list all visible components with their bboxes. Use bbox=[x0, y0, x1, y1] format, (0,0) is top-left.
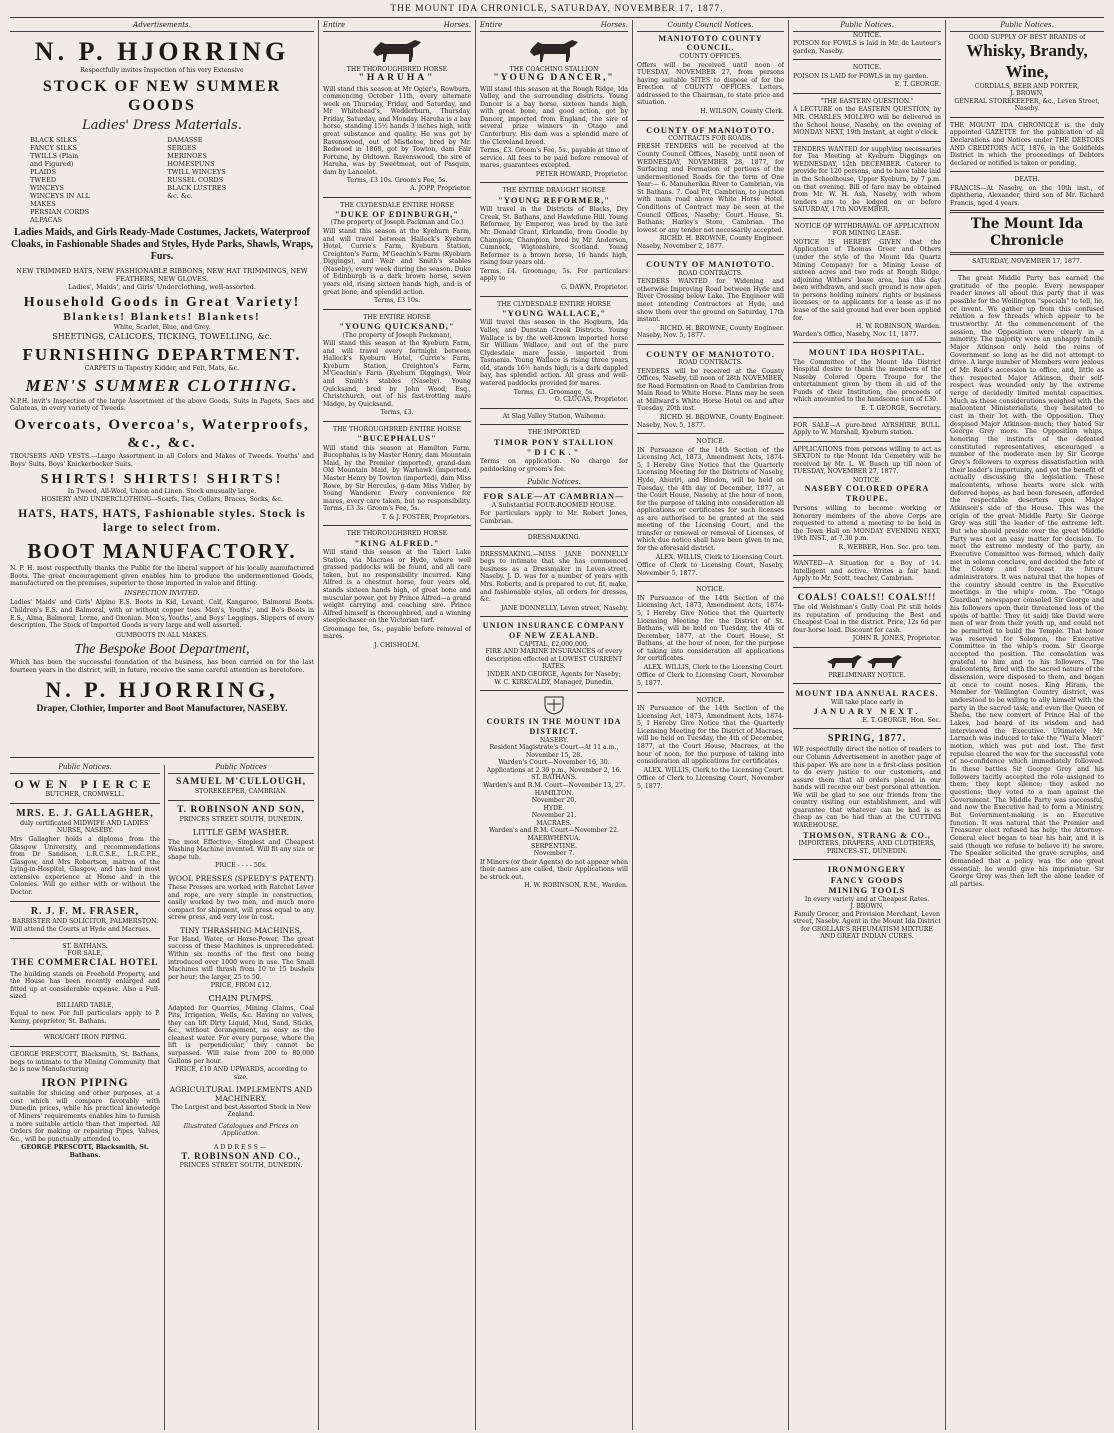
advertiser-trade: Draper, Clothier, Importer and Boot Manufacturer, NASEBY. bbox=[36, 704, 288, 715]
pony-name: "DICK." bbox=[526, 447, 582, 458]
for-sale-heading: FOR SALE, bbox=[67, 950, 103, 958]
contracts-signature: RICHD. H. BROWNE, County Engineer. bbox=[659, 235, 784, 243]
courts-signature: H. W. ROBINSON, R.M., Warden. bbox=[524, 882, 628, 890]
road2-date: Naseby, Nov. 5, 1877. bbox=[637, 421, 705, 429]
supply-line: GOOD SUPPLY OF BEST BRANDS of bbox=[968, 33, 1086, 41]
hospital-text: The Committee of the Mount Ida District Hospital desire to thank the members of the Naseby Colored Opera Troupe for the entertainment given by them in aid of the Funds of their Institution, the proceeds of which amounted to the handsome sum of £30. bbox=[793, 358, 941, 404]
wallace-terms: Terms, £3. Groomage, 5s. bbox=[513, 388, 595, 396]
list-item: MAERWHENUA. bbox=[527, 834, 581, 842]
poison-notice-2: POISON IS LAID for FOWLS in my garden. bbox=[793, 72, 929, 80]
washer-text: The most Effective, Simplest and Cheapest Washing Machine invented. Will fit any size or shape tub. bbox=[168, 838, 314, 861]
page-masthead: THE MOUNT IDA CHRONICLE, SATURDAY, NOVEMBER 17, 1877. bbox=[10, 4, 1104, 18]
reformer-title: "YOUNG REFORMER," bbox=[498, 194, 610, 205]
fraser-text: Will attend the Courts at Hyde and Macraes. bbox=[10, 926, 151, 934]
chain-price: PRICE, £10 AND UPWARDS, according to size. bbox=[175, 1066, 307, 1081]
ladies-heading: Ladies' Dress Materials. bbox=[82, 117, 242, 133]
prescott-signature: GEORGE PRESCOTT, Blacksmith, St. Bathans. bbox=[21, 1144, 149, 1159]
wrought-iron-heading: WROUGHT IRON PIPING. bbox=[43, 1034, 127, 1042]
thomson-name: THOMSON, STRANG & CO., bbox=[803, 830, 931, 840]
column-rule bbox=[632, 20, 633, 1430]
licensing2-office: Office of Clerk to Licensing Court, November 5, 1877. bbox=[637, 672, 784, 688]
poison-notice-1: POISON for FOWLS is laid in Mr. de Lautour's garden, Naseby. bbox=[793, 40, 941, 55]
tenders-text: TENDERS WANTED for supplying necessaries for Tea Meeting at Kyeburn Diggings on WEDNESDAY, 12th DECEMBER. Caterer to provide for 120 persons, and to have table laid in the Schoolhouse, Upper Kyeburn, by 7 p.m. on that evening. Bill of fare may be obtained from Mr. W. H. Ash, Naseby, with whom tenders are to be lodged on or before SATURDAY, 17th NOVEMBER. bbox=[793, 145, 941, 214]
gallagher-sub: duly certificated MIDWIFE AND LADIES' NURSE, NASEBY. bbox=[20, 819, 150, 835]
fraser-sub: BARRISTER AND SOLICITOR, PALMERSTON. bbox=[11, 917, 159, 925]
reformer-head: THE ENTIRE DRAUGHT HORSE bbox=[502, 187, 606, 195]
courts-heading: COURTS IN THE MOUNT IDA DISTRICT. bbox=[486, 717, 622, 736]
contracts-date: Naseby, November 2, 1877. bbox=[637, 242, 724, 250]
editorial-column bbox=[950, 20, 1104, 1430]
tiny-price: PRICE, FROM £12. bbox=[210, 982, 272, 990]
owen-pierce-sub: BUTCHER, CROMWELL. bbox=[45, 791, 125, 799]
section-header: Public Notices. bbox=[793, 20, 941, 32]
bucephalus-head: THE THOROUGHBRED ENTIRE HORSE bbox=[332, 425, 462, 433]
hats-heading: HATS, HATS, HATS, Fashionable styles. Stock is large to select from. bbox=[18, 507, 306, 534]
gumboots-line: GUMBOOTS IN ALL MAKES. bbox=[115, 631, 209, 639]
cambrian-heading: FOR SALE—AT CAMBRIAN— bbox=[483, 491, 625, 502]
newspaper-title: The Mount Ida Chronicle bbox=[970, 216, 1084, 249]
section-header-left: Entire bbox=[323, 21, 346, 29]
hats-line: NEW TRIMMED HATS, NEW FASHIONABLE RIBBONS, NEW HAT TRIMMINGS, NEW FEATHERS, NEW GLOVES. bbox=[16, 266, 308, 283]
dancer-text: Will stand this season at the Rough Ridge, Ida Valley, and the surrounding districts. Young Dancer is a bay horse, sixteen hands high, with great bone, and good action, got by Dancer, imported from England, the sire of several prize winners in Otago and Canterbury. His dam was a splendid mare of the Cleveland breed. bbox=[480, 85, 628, 146]
household-heading: Household Goods in Great Variety! bbox=[23, 294, 301, 310]
gallagher-text: Mrs Gallagher holds a diploma from the Glasgow University, and recommendations from Dr Sandison, L.R.C.S.E., L.R.C.P.E., Glasgow, and Mrs Robertson, matron of the Lying-in-Hospital, Glasgow, and has had most extensive experience at Home and in the Colonies. Will go either with or without the Doctor. bbox=[10, 836, 160, 896]
advert-subtitle: Respectfully invites Inspection of his very Extensive bbox=[80, 67, 244, 75]
king-alfred-text: Will stand this season at the Taieri Lake Station, via Macraes or Hyde, where well grassed paddocks will be found, and all care taken, but no responsibility incurred. King Alfred is a chestnut horse, four years old, stands sixteen hands high, of great bone and muscular power, got by Prince Alfred—a grand weight carrying and coaching sire. Prince Alfred himself is thoroughbred, and a winning steeplechaser on the Victorian turf. bbox=[323, 549, 471, 625]
entire-horses-column-2 bbox=[480, 20, 628, 1430]
list-item: HAMILTON. bbox=[534, 789, 574, 797]
underclothing-line: Ladies', Maids', and Girls' Underclothing, well-assorted. bbox=[68, 282, 256, 291]
section-header: County Council Notices. bbox=[637, 20, 784, 32]
races-heading: MOUNT IDA ANNUAL RACES. bbox=[795, 688, 939, 699]
section-rule bbox=[10, 757, 314, 758]
hjorring-advertisement bbox=[10, 20, 314, 765]
ironmongery-heading: IRONMONGERY bbox=[827, 864, 907, 875]
coals-heading: COALS! COALS!! COALS!!! bbox=[797, 592, 937, 603]
withdrawal-heading: NOTICE OF WITHDRAWAL OF APPLICATION FOR MINING LEASE. bbox=[794, 222, 940, 238]
licensing-text: IN Pursuance of the 14th Section of the Licensing Act, 1873, Amendment Acts, 1874-5, I Hereby Give Notice that the Quarterly Licensing Meeting for the Districts of Naseby, Hyde, Ahuriri, and Hindon, will be held on Tuesday, the 4th day of December, 1877, at the Court House, Naseby, at the hour of noon, for the purpose of taking into consideration all applications or certificates for such licenses as are authorised to be granted at the said meeting of the Licensing Court, and the transfer or renewal or removal of Licenses, of which due notice shall have been given to me, for the aforesaid district. bbox=[637, 446, 784, 553]
haruha-text: Will stand this season at Mr Ogier's, Rowburn, commencing October 11th, every alternate week on Thursday, Friday, and Saturday, and Mr Whitehead's, Wedderburn, Thursday, Friday, Saturday, and Monday. Haruha is a bay horse, standing 15½ hands 3 inches high, with great substance and quality. He was got by Ravenswood, out of Mistletoe, bred by Mr. Redwood in 1868, got by Towton, dam Fair Fortune, by Oldtown. Ravenswood, the sire of Haruha, was by Sweetmeat, out of Pasquin, dam by Lancelot. bbox=[323, 85, 471, 176]
races-when: JANUARY NEXT. bbox=[813, 706, 921, 717]
entire-horses-column-1 bbox=[323, 20, 471, 1430]
duke-terms: Terms, £3 10s. bbox=[373, 297, 421, 305]
hospital-signature: E. T. GEORGE, Secretary. bbox=[861, 404, 941, 412]
chronicle-notice: THE MOUNT IDA CHRONICLE is the duly appointed GAZETTE for the publication of all Declarations and Notices under THE DEBTORS AND CREDITORS ACT, 1876, in the Goldfields District in which the proceedings of Debtors declared or notified is taken or pending. bbox=[950, 121, 1104, 167]
mens-heading: MEN'S SUMMER CLOTHING. bbox=[25, 375, 299, 395]
spring-text: WE respectfully direct the notice of readers to our Column Advertisement in another page of this paper. We are now in a first-class position to do every justice to our customers, and assure them that all orders placed in our hands will receive our best personal attention. We will be glad to see our friends from the country visiting our establishment, and will guarantee that whatever can be had is as cheap as can be had than at the CUTTING WAREHOUSE. bbox=[793, 746, 941, 830]
licensing-signature: ALEX. WILLIS, Clerk to Licensing Court. bbox=[655, 553, 784, 561]
trousers-text: TROUSERS AND VESTS.—Large Assortment in all Colors and Makes of Tweeds. Youths' and Boys' Suits. Boys' Knickerbocker Suits. bbox=[10, 453, 314, 468]
agri-heading: AGRICULTURAL IMPLEMENTS AND MACHINERY. bbox=[169, 1085, 313, 1104]
brown-text: Family Grocer, and Provision Merchant, Leven street, Naseby. Agent in the Mount Ida District for GROLLAR'S RHEUMATISM MIXTURE AND GREAT INDIAN CURES. bbox=[793, 910, 941, 941]
blankets-sub: White, Scarlet, Blue, and Grey. bbox=[113, 324, 211, 332]
public-notices-robinson bbox=[168, 762, 314, 1427]
poison-signature: E. T. GEORGE. bbox=[894, 81, 941, 89]
death-text: FRANCIS—At Naseby, on the 10th inst., of diphtheria, Alexander, third son of Mr. Richard Francis, aged 4 years. bbox=[950, 184, 1104, 207]
king-alfred-title: "KING ALFRED." bbox=[354, 537, 440, 548]
hotel-end: Equal to new. For full particulars apply to P. Kenny, proprietor, St. Bathans. bbox=[10, 1010, 160, 1025]
iron-piping-heading: IRON PIPING bbox=[41, 1074, 129, 1089]
washer-price: PRICE - - - - 50s. bbox=[215, 862, 267, 870]
boot-text: N. P. H. most respectfully thanks the Public for the liberal support of his locally manufactured Boots. The great encouragement given enables him to produce the undermentioned Goods, manufactured on the premises, superior to those imported in value and fitting. bbox=[10, 565, 314, 588]
list-item: November 7. bbox=[533, 850, 575, 858]
materials-list-right bbox=[167, 136, 294, 224]
list-item: FANCY SILKS bbox=[30, 143, 77, 152]
duke-owner: (The property of Joseph Packman and Co.) bbox=[330, 219, 464, 227]
shirts-heading: SHIRTS! SHIRTS! SHIRTS! bbox=[40, 472, 284, 488]
public-notices-left bbox=[10, 762, 160, 1427]
list-item: DAMASSE bbox=[167, 135, 203, 144]
list-item: November 20. bbox=[531, 797, 577, 805]
advertiser-signature: N. P. HJORRING, bbox=[45, 677, 279, 703]
wallace-signature: O. CLUCAS, Proprietor. bbox=[554, 396, 628, 404]
road2-text: TENDERS will be received at the County Offices, Naseby, till noon of 28th NOVEMBER, for Road Formation on Road to Cambrian from Main Road to White Horse. Plans may be seen at Millward's White Horse Hotel on and after Tuesday, 20th inst. bbox=[637, 367, 784, 413]
sexton-notice: APPLICATIONS from persons willing to act as SEXTON to the Mount Ida Cemetery will be received by Mr. L. W. Busch up till noon of TUESDAY, NOVEMBER 27, 1877. bbox=[793, 445, 941, 476]
king-alfred-head: THE THOROUGHBRED HORSE bbox=[346, 530, 448, 538]
address-label: ADDRESS— bbox=[213, 1143, 269, 1151]
ironmongery-text: In every variety and at Cheapest Rates. bbox=[804, 895, 930, 903]
union-manager: W. C. KIRKCALDY, Manager, Dunedin. bbox=[494, 678, 614, 686]
union-fire: FIRE AND MARINE INSURANCES of every description effected at LOWEST CURRENT RATES. bbox=[485, 648, 623, 671]
fancy-goods-heading: FANCY GOODS bbox=[830, 874, 904, 885]
withdrawal-signature: H. W. ROBINSON, Warden. bbox=[856, 323, 941, 331]
column-rule bbox=[945, 20, 946, 1430]
hosiery-line: HOSIERY AND UNDERCLOTHING—Scarfs, Ties, Collars, Braces, Socks, &c. bbox=[41, 496, 283, 504]
hospital-heading: MOUNT IDA HOSPITAL. bbox=[808, 347, 926, 358]
horse-race-illustration bbox=[822, 652, 912, 670]
duke-title: "DUKE OF EDINBURGH," bbox=[334, 209, 460, 220]
bespoke-heading: The Bespoke Boot Department, bbox=[74, 642, 250, 658]
bucephalus-text: Will stand this season at Hamilton Farm. Bucephalus is by Master Henry, dam Mountain Maid, by the Premier (imported), grand-dam Old Mountain Maid, by Warhawk (imported). Master Henry by Towton (imported), dam Miss Rowe, by Sir Hercules, g-dam Miss Vidler, by Young Wanderer. Every convenience for mares, every care taken, but no responsibility. Terms, £3 3s. Groom's Fee, 5s. bbox=[323, 444, 471, 513]
notice-heading: NOTICE. bbox=[696, 438, 725, 446]
licensing2-signature: ALEX. WILLIS, Clerk to the Licensing Court. bbox=[643, 663, 784, 671]
list-item: RUSSEL CORDS bbox=[167, 175, 224, 184]
mccullough-name: SAMUEL M'CULLOUGH, bbox=[176, 776, 306, 787]
cambrian-text: For particulars apply to Mr. Robert Jones, Cambrian. bbox=[480, 510, 628, 525]
list-item: ALPACAS bbox=[30, 216, 63, 225]
chain-text: Adapted for Quarries, Mining Claims, Coal Pits, Irrigation, Wells, &c. Having no valves, they can lift Dirty Liquid, Mud, Sand, Sticks, &c., without derangement, as easy as the cleanest water. For every purpose, where the lift is perpendicular, they cannot be surpassed. Will raise from 200 to 80,000 Gallons per hour. bbox=[168, 1004, 314, 1065]
eastern-heading: "THE EASTERN QUESTION." bbox=[820, 97, 914, 105]
opera-heading: NASEBY COLORED OPERA TROUPE. bbox=[804, 484, 930, 504]
list-item: Warden's and R.M. Court—November 22. bbox=[488, 827, 620, 835]
donnelly-text: DRESSMAKING.—MISS JANE DONNELLY begs to intimate that she has commenced business as a Dressmaker in Leven-street, Naseby. J. D. was for a number of years with Mrs. Roberts, and is prepared to cut, fit, make, and fashionable styles, all orders for dresses, &c. bbox=[480, 550, 628, 604]
list-item: TWILL WINCEYS bbox=[167, 167, 226, 176]
hotel-text: The building stands on Freehold Property, and the House has been recently enlarged and fitted up at considerable expense. Also a Full-sized bbox=[10, 970, 160, 1001]
wanted-notice: WANTED—A Situation for a Boy of 14. Intelligent and active. Writes a fair hand. Apply to Mr. Scott, teacher, Cambrian. bbox=[793, 560, 941, 583]
list-item: SERPENTINE. bbox=[531, 842, 577, 850]
mcc-signature: H. WILSON, County Clerk. bbox=[700, 107, 784, 115]
list-item: BLACK LUSTRES bbox=[167, 183, 227, 192]
licensing3-signature: ALEX. WILLIS, Clerk to the Licensing Court. bbox=[643, 766, 784, 774]
notice-heading-2: NOTICE. bbox=[852, 64, 882, 72]
list-item: MACRAES. bbox=[536, 819, 572, 827]
opera-signature: R. WEBBER, Hon. Sec. pro. tem. bbox=[838, 543, 941, 551]
list-item: Resident Magistrate's Court—At 11 a.m., November 15, 28. bbox=[489, 744, 619, 759]
materials-list-left bbox=[30, 136, 157, 224]
haruha-signature: A. JOPP, Proprietor. bbox=[410, 184, 471, 192]
mens-text: N.P.H. invit's Inspection of the large Assortment of the above Goods. Suits in Pagets, Sacs and Galateas, in every variety of Tweeds. bbox=[10, 397, 314, 413]
section-header: Public Notices bbox=[168, 762, 314, 774]
list-item: SERGES bbox=[167, 143, 197, 152]
tiny-heading: TINY THRASHING MACHINES, bbox=[180, 925, 302, 935]
notice-heading: NOTICE. bbox=[852, 31, 882, 39]
road-heading: ROAD CONTRACTS. bbox=[678, 269, 743, 277]
address-name: T. ROBINSON AND CO., bbox=[181, 1151, 301, 1162]
king-alfred-signature: J. CHISHOLM. bbox=[374, 641, 420, 649]
blankets-heading: Blankets! Blankets! Blankets! bbox=[63, 310, 261, 323]
list-item: WINCEYS IN ALL MAKES bbox=[30, 191, 90, 208]
column-rule bbox=[788, 20, 789, 1430]
coals-text: The old Welshman's Gully Coal Pit still holds its reputation of producing the Best and Cheapest Coal in the district. Price, 12s 6d per four-horse load. Discount for cash. bbox=[793, 603, 941, 634]
list-item: Warden's and R.M. Court—November 13, 27. bbox=[483, 782, 625, 789]
prelim-heading: PRELIMINARY NOTICE. bbox=[828, 671, 906, 679]
list-item: &c. &c. bbox=[167, 191, 193, 200]
dancer-signature: PETER HOWARD, Proprietor. bbox=[535, 170, 628, 178]
pony-terms: Terms on application. No charge for paddocking or groom's fee. bbox=[480, 458, 628, 474]
list-item: Applications at 2.30 p.m., November 2, 16. bbox=[486, 766, 622, 774]
list-item: HYDE. bbox=[543, 804, 565, 812]
section-header-left: Entire bbox=[480, 21, 503, 29]
list-item: ST. BATHANS. bbox=[531, 774, 577, 782]
list-item: PERSIAN CORDS bbox=[30, 207, 90, 216]
mcc-offices: COUNTY OFFICES. bbox=[679, 53, 742, 61]
county-heading-3: COUNTY OF MANIOTOTO. bbox=[646, 348, 775, 359]
gallagher-name: MRS. E. J. GALLAGHER, bbox=[16, 807, 154, 819]
mining-tools-heading: MINING TOOLS bbox=[828, 885, 906, 896]
section-header: Advertisements. bbox=[10, 20, 314, 32]
cambrian-sub: A Substantial FOUR-ROOMED HOUSE. bbox=[491, 501, 617, 509]
section-header: Public Notices. bbox=[10, 762, 160, 774]
commercial-hotel-heading: THE COMMERCIAL HOTEL bbox=[11, 957, 159, 968]
bespoke-text: Which has been the successful foundation of the business, has been carried on for the last fourteen years in the district, will, in future, receive the same careful attention as heretofore. bbox=[10, 659, 314, 674]
quicksand-title: "YOUNG QUICKSAND," bbox=[339, 321, 455, 332]
quicksand-text: Will stand this season at the Kyeburn Farm, and will travel every fortnight between Hallock's Kyeburn Hotel, Currie's Farm, Kyeburn Station, Creighton's Farm, M'Geachin's Farm (Kyeburn Diggings), Weir and Smith's stables (Naseby). Young Quicksand, bred by John Wood, Esq., Christchurch, out of his fast-trotting mare Madge, by Quicksand. bbox=[323, 340, 471, 408]
horse-illustration bbox=[524, 34, 584, 64]
column-rule bbox=[475, 20, 476, 1430]
haruha-terms: Terms, £3 10s. Groom's Fee, 5s. bbox=[346, 177, 448, 185]
iron-piping-text: suitable for sluicing and other purposes, at a cost which will compare favorably with Dunedin prices, while his practical knowledge of Miners' requirements enables him to furnish a more suitable article than that imported. All Orders for making or repairing Pipes, Valves, &c., will be punctually attended to. bbox=[10, 1090, 160, 1143]
opera-text: Persons willing to become working or honorary members of the above Corps are requested to attend a meeting to be held in the Town Hall on MONDAY EVENING NEXT, 19th INST., at 7.30 p.m. bbox=[793, 504, 941, 543]
licensing3-text: IN Pursuance of the 14th Section of the Licensing Act, 1873, Amendment Acts, 1874-5, I Hereby Give Notice that the Quarterly Licensing Meeting for the District of Macraes, will be held on Tuesday, the 4th of December, 1877, at the Court House, Macraes, at the hour of noon, for the purpose of taking into consideration all applications for certificates. bbox=[637, 705, 784, 766]
carpets-line: CARPETS in Tapestry Kidder, and Felt, Mats, &c. bbox=[84, 365, 240, 373]
overcoats-heading: Overcoats, Overcoa's, Waterproofs, &c., &c. bbox=[14, 416, 310, 451]
slag-valley: At Slag Valley Station, Waihemo. bbox=[502, 412, 606, 420]
union-agents: INDER AND GEORGE, Agents for Naseby; bbox=[487, 671, 621, 678]
billiard-table: BILLIARD TABLE, bbox=[56, 1001, 114, 1009]
advertiser-title: N. P. HJORRING bbox=[34, 36, 290, 66]
list-item: Warden's Court—November 16, 30. bbox=[498, 759, 610, 767]
chain-heading: CHAIN PUMPS. bbox=[208, 993, 274, 1003]
st-bathans-heading: ST. BATHANS. bbox=[62, 942, 108, 950]
courts-list bbox=[480, 737, 628, 858]
tiny-text: For Hand, Water, or Horse-Power. The great success of these Machines is unprecedented. Within six months of the first one being introduced over 1000 were in use. The Small Machines will thrash from 10 to 15 bushels per hour; the larger, 25 to 50. bbox=[168, 935, 314, 981]
thomson-sub: IMPORTERS, DRAPERS, AND CLOTHIERS, PRINCES-ST., DUNEDIN. bbox=[798, 840, 936, 855]
public-notices-column bbox=[793, 20, 941, 1430]
haruha-head: THE THOROUGHBRED HORSE bbox=[346, 65, 448, 73]
dancer-head: THE COACHING STALLION bbox=[509, 65, 599, 73]
withdrawal-office: Warden's Office, Naseby, Nov. 11, 1877. bbox=[793, 330, 919, 338]
list-item: BLACK SILKS bbox=[30, 135, 77, 144]
list-item: MERINOES bbox=[167, 151, 207, 160]
races-text: Will take place early in bbox=[830, 698, 904, 706]
mccullough-sub: STOREKEEPER, CAMBRIAN. bbox=[194, 788, 288, 796]
contracts-text: FRESH TENDERS will be received at the County Council Offices, Naseby, until noon of WEDNESDAY, NOVEMBER 28, 1877, for Surfacing and Formation of portions of the undermentioned Roads for the term of One Year:— 6. Manuherikia River to Cambrian, via St Bathans. 7. Coal Pit, Cambrian, to junction with main road above White Horse Hotel. Conditions of Contract may be seen at the Council Offices, Naseby; Court House, St. Bathans; Harley's Store, Cambrian. The lowest or any tender not necessarily accepted. bbox=[637, 143, 784, 234]
wallace-head: THE CLYDESDALE ENTIRE HORSE bbox=[497, 300, 611, 308]
notice-heading-3: NOTICE. bbox=[696, 696, 725, 704]
mcc-heading: MANIOTOTO COUNTY COUNCIL. bbox=[658, 33, 763, 53]
brown-name: J. BROWN, bbox=[1010, 90, 1044, 98]
reformer-text: Will travel in the Districts of Blacks, Dry Creek, St. Bathans, and Hawkdune Hill. Young Reformer, by Emperor, was bred by the late Mr. Donald Grant, Kirkandle, from Goodie by Champion; Champion, bred by Mr. Anderson, Cumnock, Wigtonshire, Scotland. Young Reformer is a brown horse, 16 hands high, rising four years old. bbox=[480, 206, 628, 267]
agri-text: The Largest and best Assorted Stock in New Zealand. bbox=[170, 1103, 312, 1119]
shirts-sub: In Tweed, All-Wool, Union and Linen. Stock unusually large. bbox=[67, 488, 257, 496]
contracts-heading: CONTRACTS FOR ROADS. bbox=[668, 134, 753, 142]
horse-illustration bbox=[367, 34, 427, 64]
union-capital: CAPITAL, £2,000,000. bbox=[519, 640, 589, 648]
eastern-text: A LECTURE on the EASTERN QUESTION, by MR. CHARLES MOLLWO will be delivered in the School house, Naseby, on the evening of MONDAY NEXT, 19th Instant, at eight o'clock. bbox=[793, 106, 941, 137]
road-date: Naseby, Nov. 5, 1877. bbox=[637, 332, 705, 340]
section-header-right: Horses. bbox=[600, 21, 628, 29]
owen-pierce-name: OWEN PIERCE bbox=[14, 776, 156, 791]
section-header-right: Horses. bbox=[443, 21, 471, 29]
haruha-title: "HARUHA" bbox=[358, 73, 436, 84]
address-sub: PRINCES STREET SOUTH, DUNEDIN. bbox=[179, 1162, 303, 1170]
county-heading: COUNTY OF MANIOTOTO. bbox=[646, 124, 775, 135]
bucephalus-signature: T. & J. FOSTER, Proprietors. bbox=[381, 513, 471, 521]
pony-title: TIMOR PONY STALLION bbox=[493, 436, 615, 447]
brown-name: J. BROWN, bbox=[850, 903, 884, 911]
bull-for-sale: FOR SALE—A pure-bred AYRSHIRE BULL. Apply to W. Marshall, Kyeburn station. bbox=[793, 421, 941, 437]
mcc-text: Offers will be received until noon of TUESDAY, NOVEMBER 27, from persons having suitable SITES to dispose of for the Erection of COUNTY OFFICES. Letters, addressed to the Chairman, to state price and situation. bbox=[637, 61, 784, 107]
donnelly-signature: JANE DONNELLY, Leven street, Naseby. bbox=[500, 604, 628, 612]
road-signature: RICHD. H. BROWNE, County Engineer. bbox=[659, 324, 784, 332]
catalogues-line: Illustrated Catalogues and Prices on Application. bbox=[183, 1122, 299, 1138]
robinson-sub: PRINCES STREET SOUTH, DUNEDIN. bbox=[179, 816, 303, 824]
dressmaking-heading: DRESSMAKING. bbox=[527, 534, 581, 542]
boot-list: Ladies' Maids' and Girls' Alpine E.S. Boots in Kid, Levant, Calf, Kangaroo, Balmoral Boots. Children's E.S. and Balmoral, with or without copper toes. Men's, Youths', and Bo's Boots in E.S., Alma, Balmoral, Lorne, and Oxonian. Men's, Youths', and Boys' Leggings. Slippers of every description. The Stock of Imported Goods is very large and well assorted. bbox=[10, 599, 314, 630]
spring-heading: SPRING, 1877. bbox=[827, 733, 907, 745]
furnishing-heading: FURNISHING DEPARTMENT. bbox=[22, 344, 302, 364]
editorial-date: SATURDAY, NOVEMBER 17, 1877. bbox=[972, 258, 1082, 266]
licensing2-text: IN Pursuance of the 14th Section of the Licensing Act, 1873, Amendment Acts, 1874-5, I Hereby Give Notice that the Quarterly Licensing Meeting for the District of St. Bathans, will be held on Tuesday, the 4th of December, 1877, at the Court House, St Bathans, at the hour of noon, for the purpose of taking into consideration all applications for certificates. bbox=[637, 594, 784, 663]
list-item: NASEBY. bbox=[539, 736, 569, 744]
list-item: HOMESPUNS bbox=[167, 159, 215, 168]
road2-heading: ROAD CONTRACTS. bbox=[678, 359, 743, 367]
sheetings-line: SHEETINGS, CALICOES, TICKING, TOWELLING, &c. bbox=[52, 331, 272, 341]
robinson-name: T. ROBINSON AND SON, bbox=[177, 804, 305, 815]
prescott-text: GEORGE PRESCOTT, Blacksmith, St. Bathans, begs to intimate to the Mining Community that he is now Manufacturing bbox=[10, 1051, 160, 1074]
list-item: TWEED WINCEYS bbox=[30, 175, 64, 192]
list-item: PLAIDS bbox=[30, 167, 56, 176]
wallace-text: Will travel this season in the Hogburn, Ida Valley, and Dunstan Creek Districts. Young Wallace is by the well-known imported horse Sir William Wallace, and out of the pure Clydesdale mare Jessie, imported from Tasmania. Young Wallace is rising three years old, stands 16½ hands high, is a dark dappled bay, has splendid action. All grass and well-watered paddocks provided for mares. bbox=[480, 319, 628, 387]
reformer-signature: G. DAWN, Proprietor. bbox=[560, 283, 628, 291]
quicksand-terms: Terms, £3. bbox=[380, 409, 414, 417]
coals-signature: JOHN R. JONES, Proprietor. bbox=[852, 635, 941, 643]
duke-text: Will stand this season at the Kyeburn Farm, and will travel between Hallock's Kyeburn Hotel, Currie's Farm, Kyeburn Station, Creighton's Farm, M'Geachin's Farm (Kyeburn Diggings), and Weir and Smith's stables (Naseby), every week during the season. Duke of Edinburgh is a dark brown horse, seven years old, rising sixteen hands high, and is of great bone, and splendid action. bbox=[323, 228, 471, 296]
king-alfred-terms: Groomage fee, 5s., payable before removal of mares. bbox=[323, 625, 471, 641]
death-heading: DEATH. bbox=[1014, 176, 1040, 184]
inspection-line: INSPECTION INVITED. bbox=[124, 589, 200, 597]
coat-of-arms-icon bbox=[541, 695, 567, 715]
duke-head: THE CLYDESDALE ENTIRE HORSE bbox=[340, 201, 454, 209]
boot-heading: BOOT MANUFACTORY. bbox=[27, 538, 297, 563]
costumes-line: Ladies Maids, and Girls Ready-Made Costumes, Jackets, Waterproof Cloaks, in Fashionable Shades and Styles, Hyde Parks, Shawls, Wraps, Furs. bbox=[11, 227, 313, 263]
stock-heading: STOCK OF NEW SUMMER GOODS bbox=[42, 77, 282, 115]
road-text: TENDERS WANTED for Widening and otherwise Improving Road between Hyde and River Crossing below Lake. The Engineer will meet intending Contractors at Hyde, and show them over the ground on Saturday, 17th instant. bbox=[637, 278, 784, 324]
public-notices-header: Public Notices. bbox=[480, 477, 628, 489]
county-heading-2: COUNTY OF MANIOTOTO. bbox=[646, 259, 775, 270]
licensing3-office: Office of Clerk to Licensing Court, November 5, 1877. bbox=[637, 775, 784, 790]
list-item: November 21. bbox=[531, 812, 577, 820]
reformer-terms: Terms, £4. Groomage, 5s. For particulars apply to bbox=[480, 267, 628, 283]
section-header: Public Notices. bbox=[950, 20, 1104, 32]
dancer-terms: Terms, £3. Groom's Fee, 5s., payable at time of service. All fees to be paid before removal of mares, guarantees excepted. bbox=[480, 147, 628, 170]
wallace-title: "YOUNG WALLACE," bbox=[501, 308, 607, 319]
courts-note: If Miners (or their Agents) do not appear when their names are called, their Applications will be struck out. bbox=[480, 858, 628, 881]
notice-heading-3: NOTICE. bbox=[852, 476, 882, 484]
wool-heading: WOOL PRESSES (SPEEDY'S PATENT) bbox=[168, 873, 314, 883]
column-rule bbox=[318, 20, 319, 1430]
fraser-name: R. J. F. M. FRASER, bbox=[30, 905, 140, 917]
notice-heading-2: NOTICE. bbox=[696, 586, 725, 594]
road2-signature: RICHD. H. BROWNE, County Engineer. bbox=[659, 414, 784, 422]
bucephalus-title: "BUCEPHALUS" bbox=[357, 433, 437, 444]
quicksand-head: THE ENTIRE HORSE bbox=[363, 313, 431, 321]
list-item: TWILLS (Plain and Figured) bbox=[30, 151, 79, 168]
quicksand-owner: (The property of Joseph Packman), bbox=[342, 331, 452, 339]
general-store: GENERAL STOREKEEPER, &c., Leven Street, Naseby. bbox=[954, 97, 1100, 113]
dancer-title: "YOUNG DANCER," bbox=[493, 73, 615, 84]
whisky-heading: Whisky, Brandy, Wine, bbox=[966, 41, 1088, 81]
withdrawal-text: NOTICE IS HEREBY GIVEN that the Application of Thomas Greer and Others (under the style of the Mount Ida Quartz Mining Company) for a Mining Lease of sixteen acres and two rods at Rough Ridge, adjoining Withers' lease area, has this day been withdrawn, and such ground is now open to persons holding miners' rights or business licenses, or to applicants for a lease as if no lease of the said ground had ever been applied for. bbox=[793, 238, 941, 322]
pony-head: THE IMPORTED bbox=[527, 429, 581, 437]
column-rule bbox=[164, 765, 165, 1430]
races-signature: E. T. GEORGE, Hon. Sec. bbox=[862, 716, 941, 724]
union-heading: UNION INSURANCE COMPANY OF NEW ZEALAND. bbox=[482, 621, 626, 640]
washer-heading: LITTLE GEM WASHER. bbox=[192, 827, 290, 837]
wool-text: These Presses are worked with Ratchet Lever and rope, are very simple in construction, easily worked by two men, and much more compact for shipment, will press equal to any screw press, and very low in cost. bbox=[168, 883, 314, 922]
editorial-text: The great Middle Party has earned the gratitude of the people. Every newspaper reader knows all about this party that it was possible for the Wellington "specials" to tell, lie, or invent. We gather up from this confused relation a few threads which appear to be trustworthy. At the commencement of the session, the Opposition were clearly in a minority. The majority were an unhappy family. Major Atkinson only held the reins of Government so long as he did not attempt to drive. A large number of Members were jealous of Mr. Reid's accession to office, and, little as they respected Major Atkinson, their self-respect was wounded only by the extreme verge of decidedly limited mental capacities. Much as these considerations weighed with the malcontent Ministerialists, they hesitated to cast in their lot with the Opposition. They despised Major Atkinson much; they hated Sir George Grey more. The Opposition whips, honoring the instincts of the defeated constituted representatives, encouraged a number of the moderate men by Sir George Grey's followers to express dissatisfaction with their leader's importunity, and yet the benefit of actually discussing the legislation. These malcontents, whose hearts were sick with deferred hopes, as had been foreseen, afforded the respectable deserters upon Major Atkinson's side of the House. This was the origin of the great Middle Party. Sir George Grey was still the leader of the extreme left. But who should preside over the great Middle Party was not an easy matter for decision. To meet the extreme modesty of the party, an Executive Committee was formed, which daily met in solemn conclave, and decided the fate of the Colony and forecast its future administrators. It was natural that the hopes of the country should centre in the Executive meetings in the whip's room. The "Otago Guardian" newspaper consoled Sir George and his followers upon their threatened loss of the spoils of battle. They (it said) like David were men of war from their youth up, and could not be permitted to build the Temple. That honor was reserved for Solomon, the Executive Committee in the whip's room. Sir George accepted the position. The consolation was grateful to him and to his followers. The malcontents, fired with the sacred nature of the dissension, were disposed to them, and began at once to count noses. King Hiram, the Member for Wellington Country district, was understood to be willing to ally himself with the party in the sacred task; and even the Queen of Sheba, the new convert of Prince Hal of the Lakes, had heard of its wisdom and had interviewed the Executive. Ultimately Mr. Larnach was induced to take the "Wai'a Maori" motion, which was put and lost. The first repulse cleared the way for the successful vote of no-confidence which immediately followed. In these battles Sir George Grey and his followers tacitly accepted the role assigned to them; they kept silence; they asked no questions; they voted to a man against the Government. The Middle Party was successful, and now the Executive had to form a Ministry. But Government-making is an Executive function. It was natural that the Premier and Treasurer elect refused his help; the Attorney-General elect began to tear his hair, and it is said (though we refuse to believe it) he swore. The Speaker solicited the grave scruples, and demanded that a policy was the one great essential; he would give his imprimatur. Sir George Grey was then left the alone leader of all parties. bbox=[950, 274, 1104, 889]
cordials-line: CORDIALS, BEER AND PORTER, bbox=[974, 82, 1080, 90]
licensing-office: Office of Clerk to Licensing Court, Naseby, November 5, 1877. bbox=[637, 562, 784, 577]
county-council-notices bbox=[637, 20, 784, 1430]
